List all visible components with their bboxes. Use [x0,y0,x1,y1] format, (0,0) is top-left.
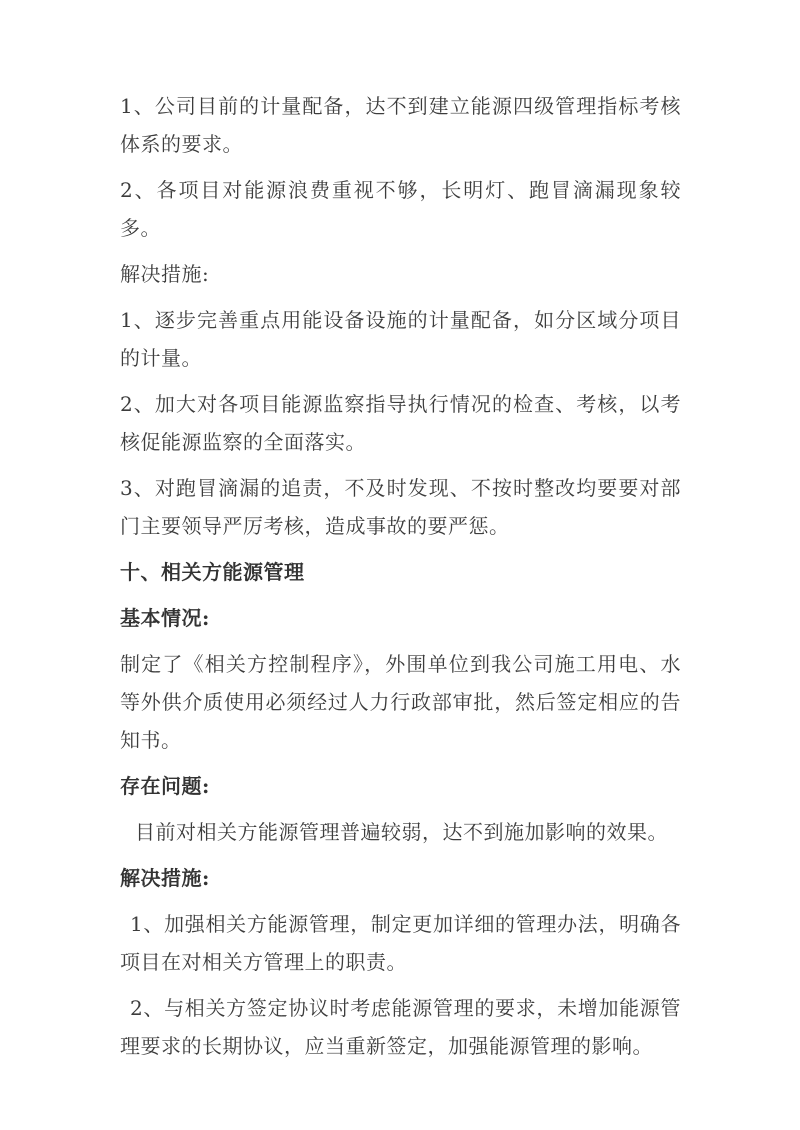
paragraph-metering-solution-3: 3、对跑冒滴漏的追责，不及时发现、不按时整改均要要对部门主要领导严厉考核，造成事故的要严惩。 [120,476,681,538]
paragraph-metering-problem-1: 1、公司目前的计量配备，达不到建立能源四级管理指标考核体系的要求。 [120,94,681,156]
paragraph-metering-solution-2: 2、加大对各项目能源监察指导执行情况的检查、考核，以考核促能源监察的全面落实。 [120,392,681,454]
paragraph-basic-situation: 制定了《相关方控制程序》，外围单位到我公司施工用电、水等外供介质使用必须经过人力行政部审批，然后签定相应的告知书。 [120,652,681,752]
paragraph-existing-problem: 目前对相关方能源管理普遍较弱，达不到施加影响的效果。 [135,820,668,844]
heading-section-ten-related-party-energy: 十、相关方能源管理 [120,560,305,584]
heading-existing-problems: 存在问题: [120,774,210,798]
heading-basic-situation: 基本情况: [120,606,210,630]
heading-solutions-related-party: 解决措施: [120,866,210,890]
paragraph-metering-solution-1: 1、逐步完善重点用能设备设施的计量配备，如分区域分项目的计量。 [120,308,681,370]
paragraph-metering-problem-2: 2、各项目对能源浪费重视不够，长明灯、跑冒滴漏现象较多。 [120,178,681,240]
paragraph-related-party-solution-2: 2、与相关方签定协议时考虑能源管理的要求，未增加能源管理要求的长期协议，应当重新签定，加强能源管理的影响。 [120,996,681,1058]
label-solutions-metering: 解决措施: [120,262,210,286]
paragraph-related-party-solution-1: 1、加强相关方能源管理，制定更加详细的管理办法，明确各项目在对相关方管理上的职责。 [120,912,681,974]
